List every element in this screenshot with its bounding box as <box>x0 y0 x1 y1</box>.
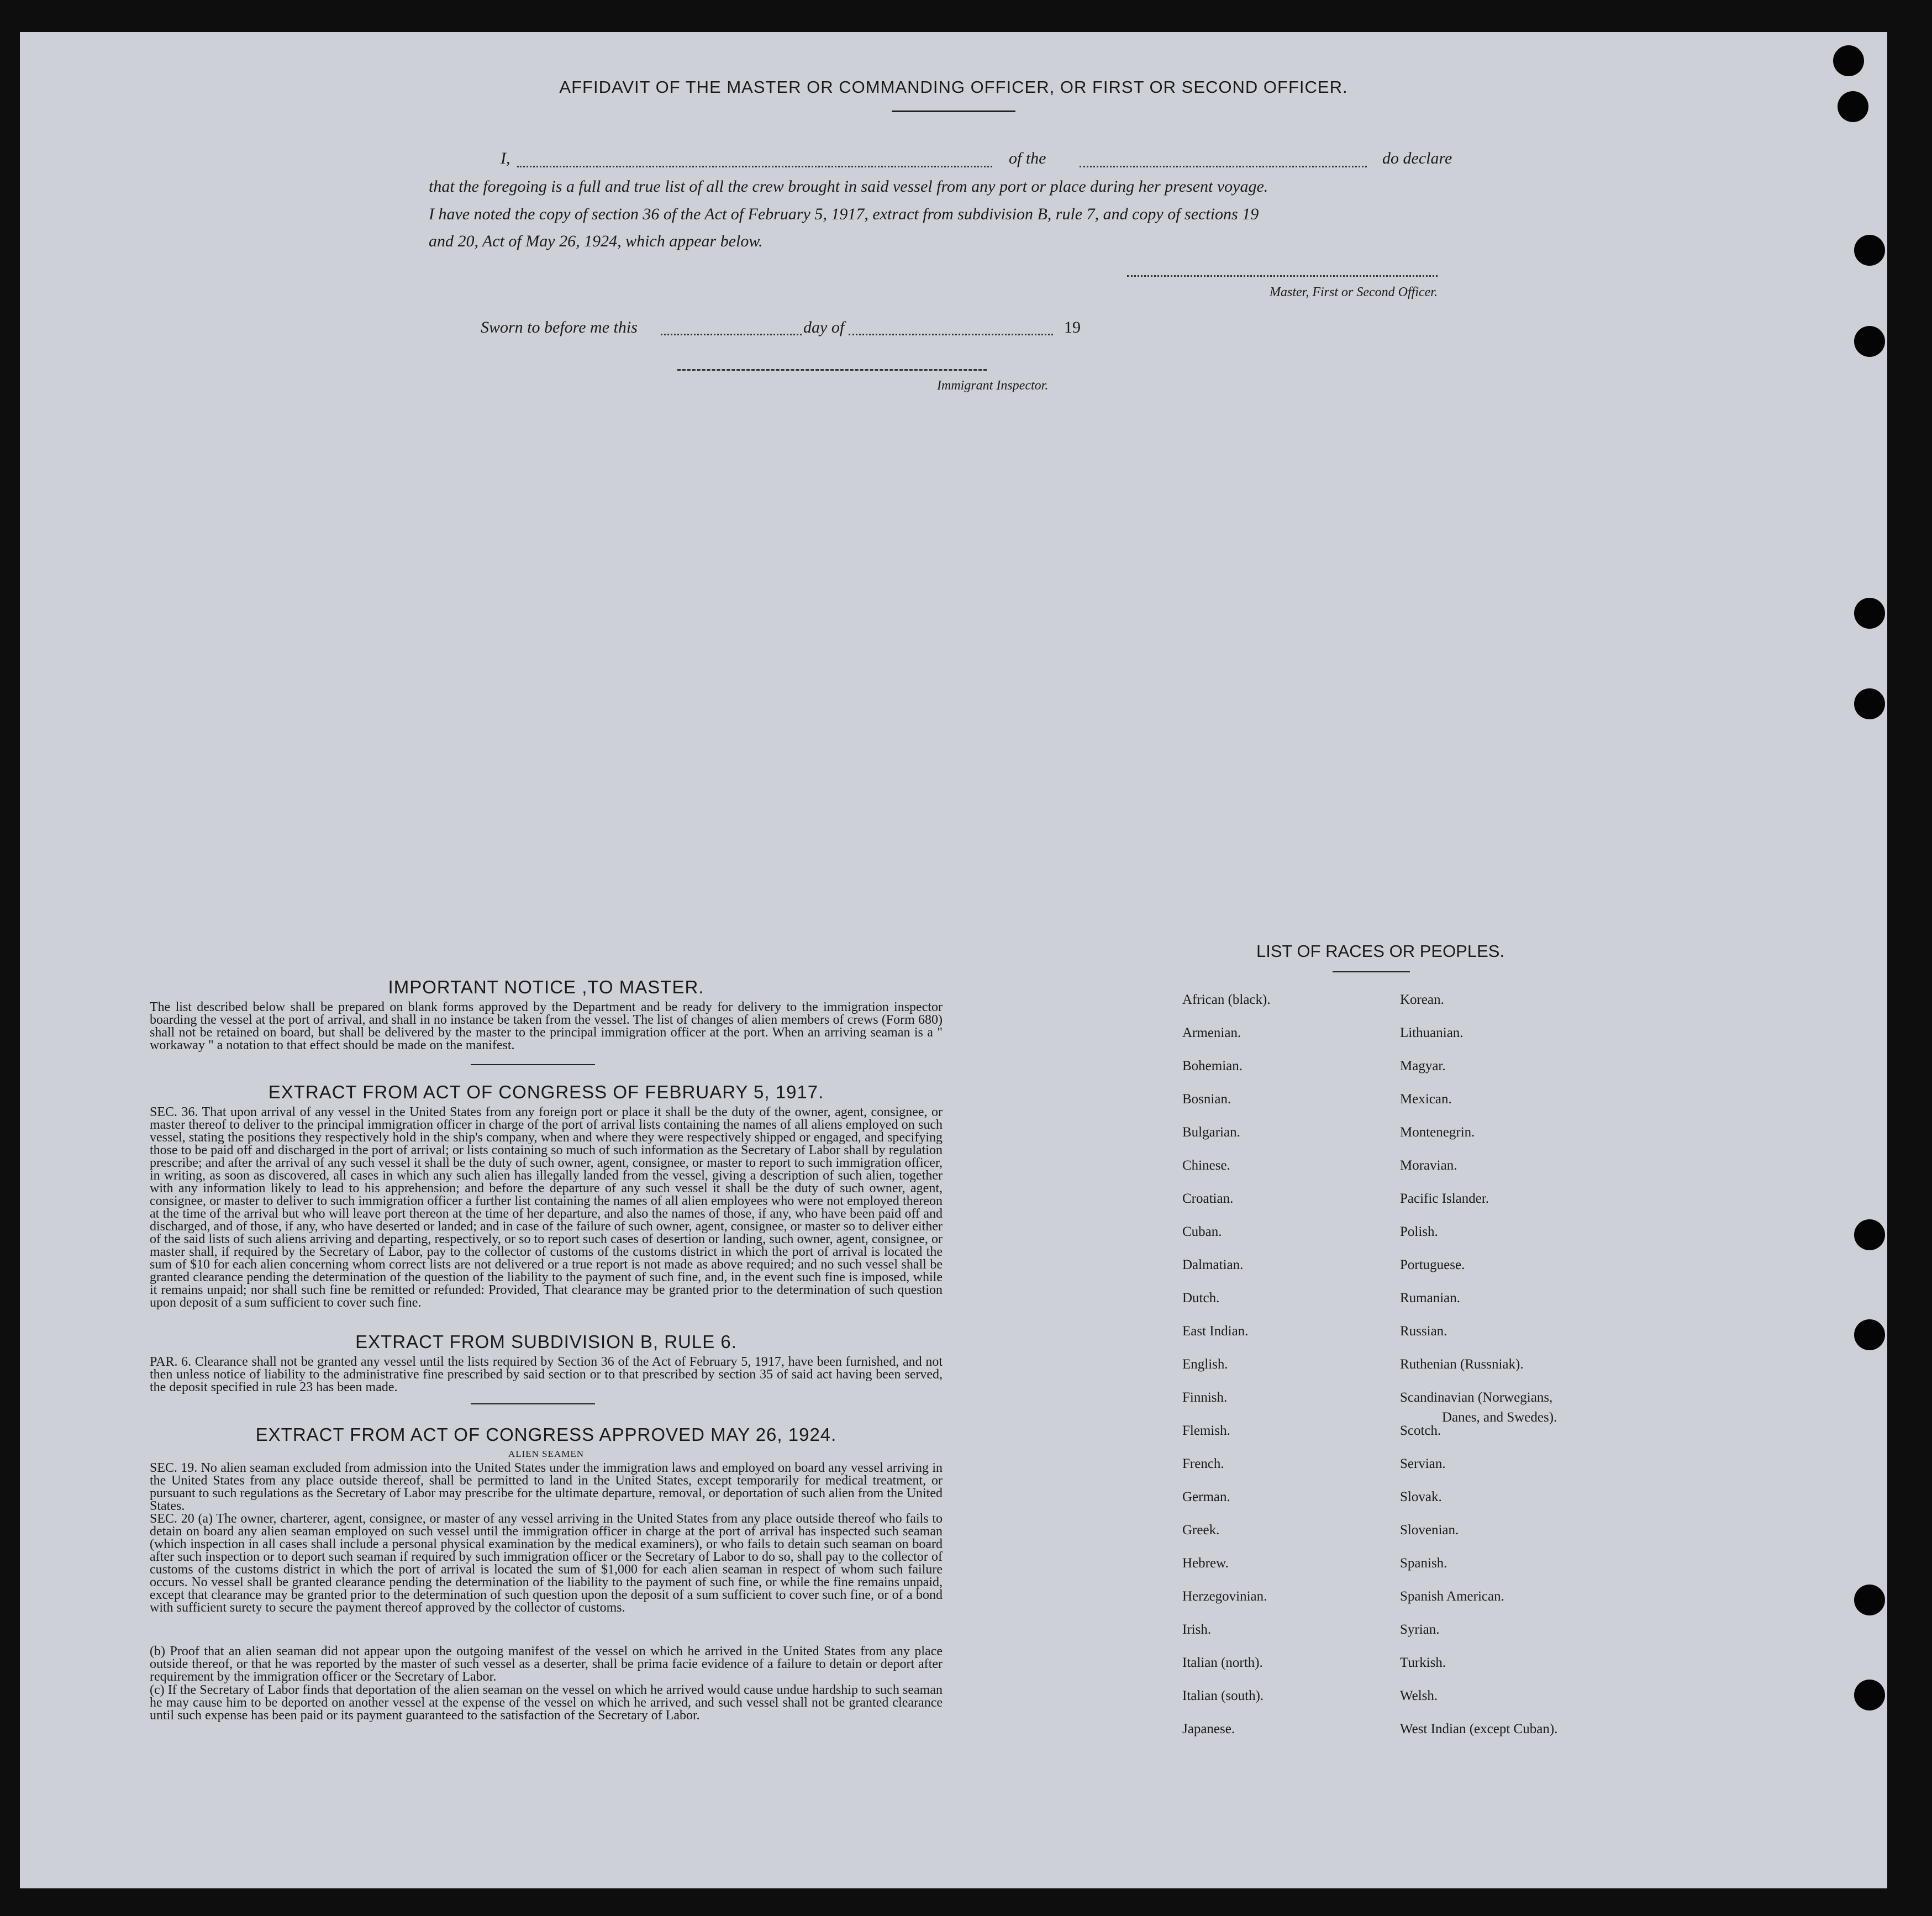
officer-signature-label: Master, First or Second Officer. <box>1270 285 1438 299</box>
race-entry: Bohemian. <box>1182 1059 1243 1073</box>
race-entry: Portuguese. <box>1400 1257 1465 1272</box>
binder-hole <box>1854 1219 1885 1250</box>
document-page <box>20 32 1887 1888</box>
race-entry: Hebrew. <box>1182 1556 1229 1571</box>
race-entry: Slovak. <box>1400 1489 1442 1504</box>
race-entry: Danes, and Swedes). <box>1442 1410 1557 1425</box>
race-entry: African (black). <box>1182 992 1271 1007</box>
sworn-year: 19 <box>1064 318 1081 336</box>
race-entry: Scandinavian (Norwegians, <box>1400 1390 1553 1405</box>
race-entry: Dutch. <box>1182 1291 1220 1306</box>
race-entry: German. <box>1182 1489 1230 1504</box>
race-entry: Croatian. <box>1182 1191 1234 1206</box>
race-entry: Spanish. <box>1400 1556 1447 1571</box>
extract-1917-body: SEC. 36. That upon arrival of any vessel in the United States from any foreign port or place it shall be the duty of the owner, agent, consignee, or master thereof to deliver to the principal immigration officer in charge of the port of arrival lists containing the names of all aliens employed on such vessel, stating the positions they respectively hold in the ship's company, when and where they were respectively shipped or engaged, and specifying those to be paid off and discharged in the port of arrival; or lists containing so much of such information as the Secretary of Labor shall by regulation prescribe; and after the arrival of any such vessel it shall be the duty of such owner, agent, consignee, or master to report to such immigration officer, in writing, as soon as discovered, all cases in which any such alien has illegally landed from the vessel, giving a description of such alien, together with any information likely to lead to his apprehension; and before the departure of any such vessel it shall be the duty of such owner, agent, consignee, or master to deliver to such immigration officer a further list containing the names of all alien employees who were not employed thereon at the time of the arrival but who will leave port thereon at the time of her departure, and also the names of those, if any, who have been paid off and discharged, and of those, if any, who have deserted or landed; and in case of the failure of such owner, agent, consignee, or master so to deliver either of the said lists of such aliens arriving and departing, respectively, or so to report such cases of desertion or landing, such owner, agent, consignee, or master shall, if required by the Secretary of Labor, pay to the collector of customs of the customs district in which the port of arrival is located the sum of $10 for each alien concerning whom correct lists are not delivered or a true report is not made as above required; and no such vessel shall be granted clearance pending the determination of the question of the liability to the payment of such fine, and, in the event such fine is imposed, while it remains unpaid; nor shall such fine be remitted or refunded: Provided, That clearance may be granted prior to the determination of such question upon deposit of a sum sufficient to cover such fine. <box>150 1105 943 1310</box>
binder-hole <box>1833 45 1864 76</box>
race-entry: Greek. <box>1182 1523 1220 1538</box>
race-entry: Russian. <box>1400 1324 1447 1339</box>
race-entry: Rumanian. <box>1400 1291 1461 1306</box>
extract-1924-sec19: SEC. 19. No alien seaman excluded from admission into the United States under the immigration laws and employed on board any vessel arriving in the United States from any place outside thereof, shall be permitted to land in the United States, except temporarily for medical treatment, or pursuant to such regulations as the Secretary of Labor may prescribe for the ultimate departure, removal, or deportation of such alien from the United States. <box>150 1461 943 1513</box>
inspector-signature-field[interactable] <box>677 369 987 371</box>
race-entry: Moravian. <box>1400 1158 1457 1173</box>
race-entry: Finnish. <box>1182 1390 1228 1405</box>
declaration-i: I, <box>501 149 510 167</box>
divider <box>471 1403 595 1404</box>
officer-signature-field[interactable] <box>1127 275 1438 277</box>
races-title: LIST OF RACES OR PEOPLES. <box>1256 941 1505 961</box>
extract-1924-sec20a: SEC. 20 (a) The owner, charterer, agent, consignee, or master of any vessel arriving in the United States from any place outside thereof who fails to detain on board any alien seaman employed on such vessel until the immigration officer in charge at the port of arrival has inspected such seaman (which inspection in all cases shall include a personal physical examination by the medical examiners), or who fails to detain such seaman on board after such inspection or to deport such seaman if required by such immigration officer or the Secretary of Labor to do so, shall pay to the collector of customs of the customs district in which the port of arrival is located the sum of $1,000 for each alien seaman in respect of whom such failure occurs. No vessel shall be granted clearance pending the determination of the liability to the payment of such fine, or while the fine remains unpaid, except that clearance may be granted prior to the determination of such question upon the deposit of a sum sufficient to cover such fine, or of a bond with sufficient surety to secure the payment thereof approved by the collector of customs. <box>150 1512 943 1615</box>
inspector-label: Immigrant Inspector. <box>937 378 1049 393</box>
binder-hole <box>1854 235 1885 266</box>
race-entry: Montenegrin. <box>1400 1125 1475 1140</box>
divider <box>471 1064 595 1065</box>
race-entry: Servian. <box>1400 1456 1446 1471</box>
race-entry: Syrian. <box>1400 1622 1440 1637</box>
race-entry: Herzegovinian. <box>1182 1589 1267 1604</box>
race-entry: Italian (south). <box>1182 1688 1264 1703</box>
binder-hole <box>1854 598 1885 629</box>
race-entry: Lithuanian. <box>1400 1025 1464 1040</box>
race-entry: Italian (north). <box>1182 1655 1263 1670</box>
race-entry: English. <box>1182 1357 1228 1372</box>
extract-1924-sec20b: (b) Proof that an alien seaman did not appear upon the outgoing manifest of the vessel on which he arrived in the United States from any place outside thereof, or that he was reported by the master of such vessel as a deserter, shall be prima facie evidence of a failure to detain or deport after requirement by the immigration officer or the Secretary of Labor. <box>150 1644 943 1684</box>
divider <box>1333 971 1410 972</box>
race-entry: Ruthenian (Russniak). <box>1400 1357 1524 1372</box>
title-underline <box>892 110 1015 112</box>
binder-hole <box>1854 688 1885 719</box>
race-entry: Bulgarian. <box>1182 1125 1240 1140</box>
affidavit-title: AFFIDAVIT OF THE MASTER OR COMMANDING OFFICER, OR FIRST OR SECOND OFFICER. <box>559 77 1348 97</box>
binder-hole <box>1854 326 1885 357</box>
sworn-month-field[interactable] <box>849 334 1053 335</box>
race-entry: French. <box>1182 1456 1224 1471</box>
sworn-day-field[interactable] <box>661 334 802 335</box>
extract-1924-sec20c: (c) If the Secretary of Labor finds that deportation of the alien seaman on the vessel on which he arrived would cause undue hardship to such seaman he may cause him to be deported on another vessel at the expense of the vessel on which he arrived, and such vessel shall not be granted clearance until such expense has been paid or its payment guaranteed to the satisfaction of the Secretary of Labor. <box>150 1683 943 1723</box>
binder-hole <box>1854 1585 1885 1615</box>
race-entry: Cuban. <box>1182 1224 1222 1239</box>
race-entry: Japanese. <box>1182 1722 1235 1736</box>
binder-hole <box>1838 91 1868 122</box>
sworn-prefix: Sworn to before me this <box>481 318 638 336</box>
race-entry: Bosnian. <box>1182 1092 1231 1107</box>
race-entry: Flemish. <box>1182 1423 1230 1438</box>
race-entry: East Indian. <box>1182 1324 1249 1339</box>
race-entry: Polish. <box>1400 1224 1438 1239</box>
race-entry: Magyar. <box>1400 1059 1446 1073</box>
race-entry: Spanish American. <box>1400 1589 1504 1604</box>
declaration-of-the: of the <box>1009 149 1046 167</box>
declaration-line-3: I have noted the copy of section 36 of the Act of February 5, 1917, extract from subdivision B, rule 7, and copy of sections 19 <box>429 205 1259 223</box>
race-entry: Armenian. <box>1182 1025 1241 1040</box>
notice-body: The list described below shall be prepared on blank forms approved by the Department and be ready for delivery to the immigration inspector boarding the vessel at the port of arrival, and shall in no instance be taken from the vessel. The list of changes of alien members of crews (Form 680) shall not be retained on board, but shall be delivered by the master to the principal immigration officer at the port. When an arriving seaman is a " workaway " a notation to that effect should be made on the manifest. <box>150 1000 943 1052</box>
race-entry: Irish. <box>1182 1622 1212 1637</box>
race-entry: Mexican. <box>1400 1092 1452 1107</box>
subdivision-body: PAR. 6. Clearance shall not be granted any vessel until the lists required by Section 36 of the Act of February 5, 1917, have been furnished, and not then unless notice of liability to the administrative fine prescribed by said section or to that prescribed by section 35 of said act having been served, the deposit specified in rule 23 has been made. <box>150 1355 943 1394</box>
race-entry: Turkish. <box>1400 1655 1446 1670</box>
subdivision-title: EXTRACT FROM SUBDIVISION B, RULE 6. <box>355 1331 737 1352</box>
race-entry: Welsh. <box>1400 1688 1438 1703</box>
sworn-day-of: day of <box>803 318 845 336</box>
extract-1917-title: EXTRACT FROM ACT OF CONGRESS OF FEBRUARY 5, 1917. <box>268 1082 824 1102</box>
declaration-do-declare: do declare <box>1382 149 1452 167</box>
declaration-line-2: that the foregoing is a full and true list of all the crew brought in said vessel from any port or place during her present voyage. <box>429 177 1268 196</box>
race-entry: Scotch. <box>1400 1423 1441 1438</box>
name-field[interactable] <box>517 166 992 167</box>
extract-1924-title: EXTRACT FROM ACT OF CONGRESS APPROVED MAY 26, 1924. <box>255 1424 837 1445</box>
declaration-line-4: and 20, Act of May 26, 1924, which appear below. <box>429 232 763 250</box>
binder-hole <box>1854 1680 1885 1710</box>
race-entry: Slovenian. <box>1400 1523 1459 1538</box>
race-entry: Korean. <box>1400 992 1444 1007</box>
race-entry: Chinese. <box>1182 1158 1230 1173</box>
notice-title: IMPORTANT NOTICE ,TO MASTER. <box>388 977 704 997</box>
binder-hole <box>1854 1319 1885 1350</box>
race-entry: Dalmatian. <box>1182 1257 1244 1272</box>
race-entry: West Indian (except Cuban). <box>1400 1722 1558 1736</box>
race-entry: Pacific Islander. <box>1400 1191 1489 1206</box>
vessel-field[interactable] <box>1080 166 1367 167</box>
extract-1924-subtitle: ALIEN SEAMEN <box>508 1449 585 1459</box>
